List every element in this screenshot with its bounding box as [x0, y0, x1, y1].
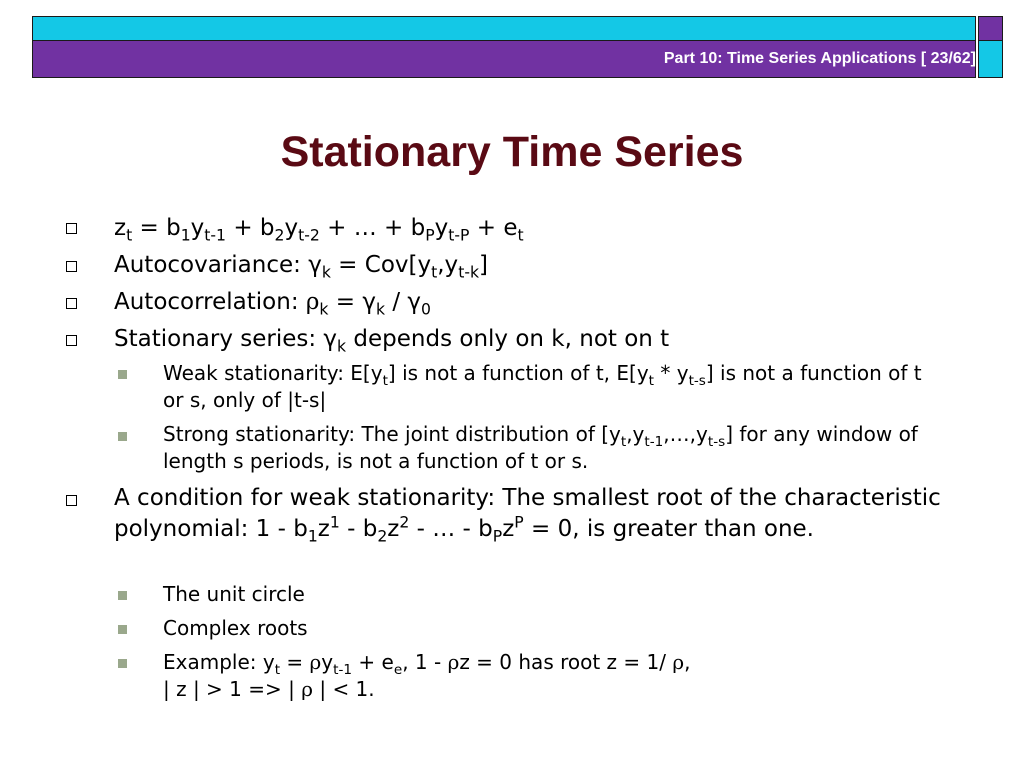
sub: 2	[274, 225, 285, 245]
text: ]	[479, 252, 488, 278]
subbullet-unit-circle	[163, 581, 943, 608]
sub: 0	[421, 299, 431, 319]
sub: 2	[377, 526, 388, 546]
text: ,y	[437, 252, 459, 278]
text: = 0, is greater than one.	[523, 516, 814, 542]
sub: t	[126, 225, 133, 245]
part-label: Part 10: Time Series Applications [ 23/62]	[663, 50, 976, 67]
filled-square-subbullet-icon	[118, 659, 127, 668]
text: , 1 -	[402, 650, 448, 674]
text: depends only on k, not on t	[346, 326, 670, 352]
subbullet-weak-stationarity	[163, 360, 943, 414]
sub: t-s	[707, 434, 726, 450]
text: + e	[352, 650, 394, 674]
hollow-square-bullet-icon	[66, 223, 77, 234]
sub: k	[321, 262, 331, 282]
text: ,	[684, 650, 691, 674]
text: z = 0 has root z = 1/	[459, 650, 673, 674]
sub: k	[375, 299, 386, 319]
text: ,y	[626, 422, 645, 446]
text: z	[114, 215, 127, 241]
filled-square-subbullet-icon	[118, 370, 127, 379]
slide-title: Stationary Time Series	[280, 128, 744, 176]
sub: t-P	[448, 225, 470, 245]
rho-symbol: ρ	[309, 650, 322, 674]
text: z	[502, 516, 515, 542]
text: | < 1.	[312, 677, 375, 701]
text: ] is not a function of t or s, only of |t-s|	[163, 361, 922, 412]
text: z	[387, 516, 400, 542]
sub: e	[393, 662, 403, 678]
filled-square-subbullet-icon	[118, 591, 127, 600]
hollow-square-bullet-icon	[66, 261, 77, 272]
text: = b	[132, 215, 181, 241]
text: * y	[654, 361, 689, 385]
text: Stationary series: γ	[114, 326, 338, 352]
rho-symbol: ρ	[672, 650, 685, 674]
hollow-square-bullet-icon	[66, 495, 77, 506]
sub: t-k	[458, 262, 480, 282]
bullet-weak-stationarity-condition	[114, 483, 964, 545]
text: / γ	[385, 289, 422, 315]
sub: k	[337, 336, 347, 356]
bullet-autocovariance	[114, 250, 964, 281]
sub: t	[517, 225, 524, 245]
sub: 1	[307, 526, 318, 546]
sub: t-2	[298, 225, 320, 245]
text: Complex roots	[163, 616, 308, 640]
sub: t	[274, 662, 281, 678]
subbullet-example	[163, 649, 943, 703]
text: y	[190, 215, 205, 241]
text: y	[321, 650, 334, 674]
sub: 1	[180, 225, 191, 245]
sub: P	[492, 526, 503, 546]
hollow-square-bullet-icon	[66, 335, 77, 346]
text: Example: y	[163, 650, 275, 674]
sub: P	[425, 225, 435, 245]
sup: 1	[329, 512, 340, 532]
sub: t	[648, 373, 654, 389]
text: + e	[469, 215, 518, 241]
sub: t-1	[204, 225, 227, 245]
sup: P	[514, 512, 524, 532]
text: ,…,y	[663, 422, 708, 446]
text: ] for any window of length s periods, is not a function of t or s.	[163, 422, 918, 473]
sup: 2	[399, 512, 410, 532]
text: Autocorrelation:	[114, 289, 306, 315]
sub: t	[382, 373, 388, 389]
subbullet-strong-stationarity	[163, 421, 943, 475]
text: y	[434, 215, 449, 241]
hollow-square-bullet-icon	[66, 298, 77, 309]
bullet-autocorrelation	[114, 287, 964, 318]
sub: k	[319, 299, 329, 319]
rho-symbol: ρ	[301, 677, 313, 701]
text: =	[280, 650, 310, 674]
text: Weak stationarity: E[y	[163, 361, 383, 385]
text: - … - b	[409, 516, 493, 542]
sub: t-s	[688, 373, 706, 389]
sub: t-1	[644, 434, 664, 450]
text: = γ	[328, 289, 376, 315]
rho-symbol: ρ	[305, 289, 320, 315]
rho-symbol: ρ	[447, 650, 460, 674]
bullet-equation	[114, 213, 964, 244]
bullet-stationary-series	[114, 324, 964, 355]
text: | z | > 1 => |	[163, 677, 302, 701]
text: y	[284, 215, 299, 241]
text: Autocovariance: γ	[114, 252, 322, 278]
text: z	[317, 516, 330, 542]
filled-square-subbullet-icon	[118, 432, 127, 441]
sub: t	[620, 434, 627, 450]
text: The unit circle	[163, 582, 305, 606]
text: = Cov[y	[330, 252, 432, 278]
text: + b	[226, 215, 275, 241]
text: ] is not a function of t, E[y	[387, 361, 649, 385]
text: + … + b	[319, 215, 426, 241]
text: Strong stationarity: The joint distribution of [y	[163, 422, 621, 446]
text: - b	[339, 516, 378, 542]
sub: t	[431, 262, 438, 282]
text: A condition for weak stationarity: The smallest root of the characteristic polynomial: 1 - b	[114, 485, 941, 542]
subbullet-complex-roots	[163, 615, 943, 642]
sub: t-1	[333, 662, 353, 678]
filled-square-subbullet-icon	[118, 625, 127, 634]
